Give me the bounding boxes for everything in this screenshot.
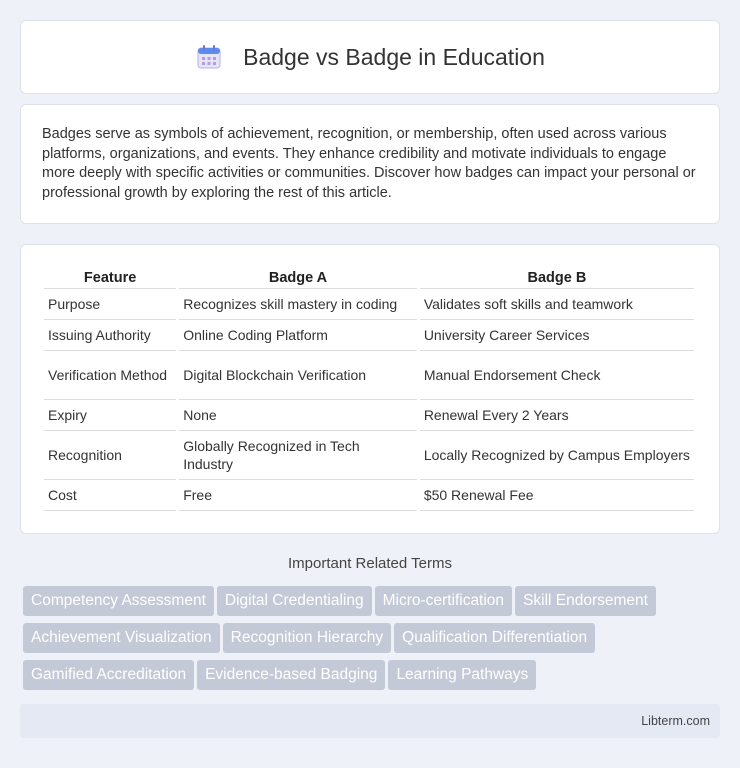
tag-recognition-hierarchy[interactable]: Recognition Hierarchy <box>223 623 392 653</box>
table-cell: Validates soft skills and teamwork <box>420 289 694 320</box>
tag-learning-pathways[interactable]: Learning Pathways <box>388 660 536 690</box>
table-cell: Recognition <box>44 431 176 480</box>
header-badge-b: Badge B <box>420 265 694 289</box>
table-row <box>44 351 694 400</box>
table-cell: University Career Services <box>420 320 694 351</box>
table-cell: None <box>179 400 417 431</box>
comparison-card <box>20 244 720 534</box>
header-badge-a: Badge A <box>179 265 417 289</box>
tag-micro-certification[interactable]: Micro-certification <box>375 586 512 616</box>
table-cell: Globally Recognized in Tech Industry <box>179 431 417 480</box>
tag-gamified-accreditation[interactable]: Gamified Accreditation <box>23 660 194 690</box>
table-row <box>44 480 694 511</box>
table-cell: Expiry <box>44 400 176 431</box>
tag-qualification-differentiation[interactable]: Qualification Differentiation <box>394 623 595 653</box>
tag-evidence-based-badging[interactable]: Evidence-based Badging <box>197 660 385 690</box>
header-feature: Feature <box>44 265 176 289</box>
table-cell: Verification Method <box>44 351 176 400</box>
calendar-icon <box>195 43 223 71</box>
table-cell: Manual Endorsement Check <box>420 351 694 400</box>
table-row <box>44 431 694 480</box>
title-card <box>20 20 720 94</box>
page-title: Badge vs Badge in Education <box>243 43 545 70</box>
tag-achievement-visualization[interactable]: Achievement Visualization <box>23 623 220 653</box>
intro-text: Badges serve as symbols of achievement, recognition, or membership, often used across various platforms, organizations, and events. They enhance credibility and motivate individuals to engage more deeply with specific activities or communities. Discover how badges can impact your personal or professional growth by exploring the rest of this article. <box>42 126 696 201</box>
footer <box>20 704 720 738</box>
table-cell: Free <box>179 480 417 511</box>
intro-card <box>20 104 720 224</box>
table-cell: Purpose <box>44 289 176 320</box>
table-row <box>44 320 694 351</box>
table-row <box>44 400 694 431</box>
tag-competency-assessment[interactable]: Competency Assessment <box>23 586 214 616</box>
table-cell: Recognizes skill mastery in coding <box>179 289 417 320</box>
related-terms-heading: Important Related Terms <box>288 555 452 572</box>
table-row <box>44 289 694 320</box>
table-cell: Cost <box>44 480 176 511</box>
footer-site-link[interactable]: Libterm.com <box>641 714 710 728</box>
table-cell: $50 Renewal Fee <box>420 480 694 511</box>
comparison-table <box>41 265 697 511</box>
table-cell: Online Coding Platform <box>179 320 417 351</box>
table-cell: Locally Recognized by Campus Employers <box>420 431 694 480</box>
table-cell: Renewal Every 2 Years <box>420 400 694 431</box>
tag-digital-credentialing[interactable]: Digital Credentialing <box>217 586 372 616</box>
tag-skill-endorsement[interactable]: Skill Endorsement <box>515 586 656 616</box>
table-cell: Digital Blockchain Verification <box>179 351 417 400</box>
related-terms-list <box>23 586 713 697</box>
table-cell: Issuing Authority <box>44 320 176 351</box>
